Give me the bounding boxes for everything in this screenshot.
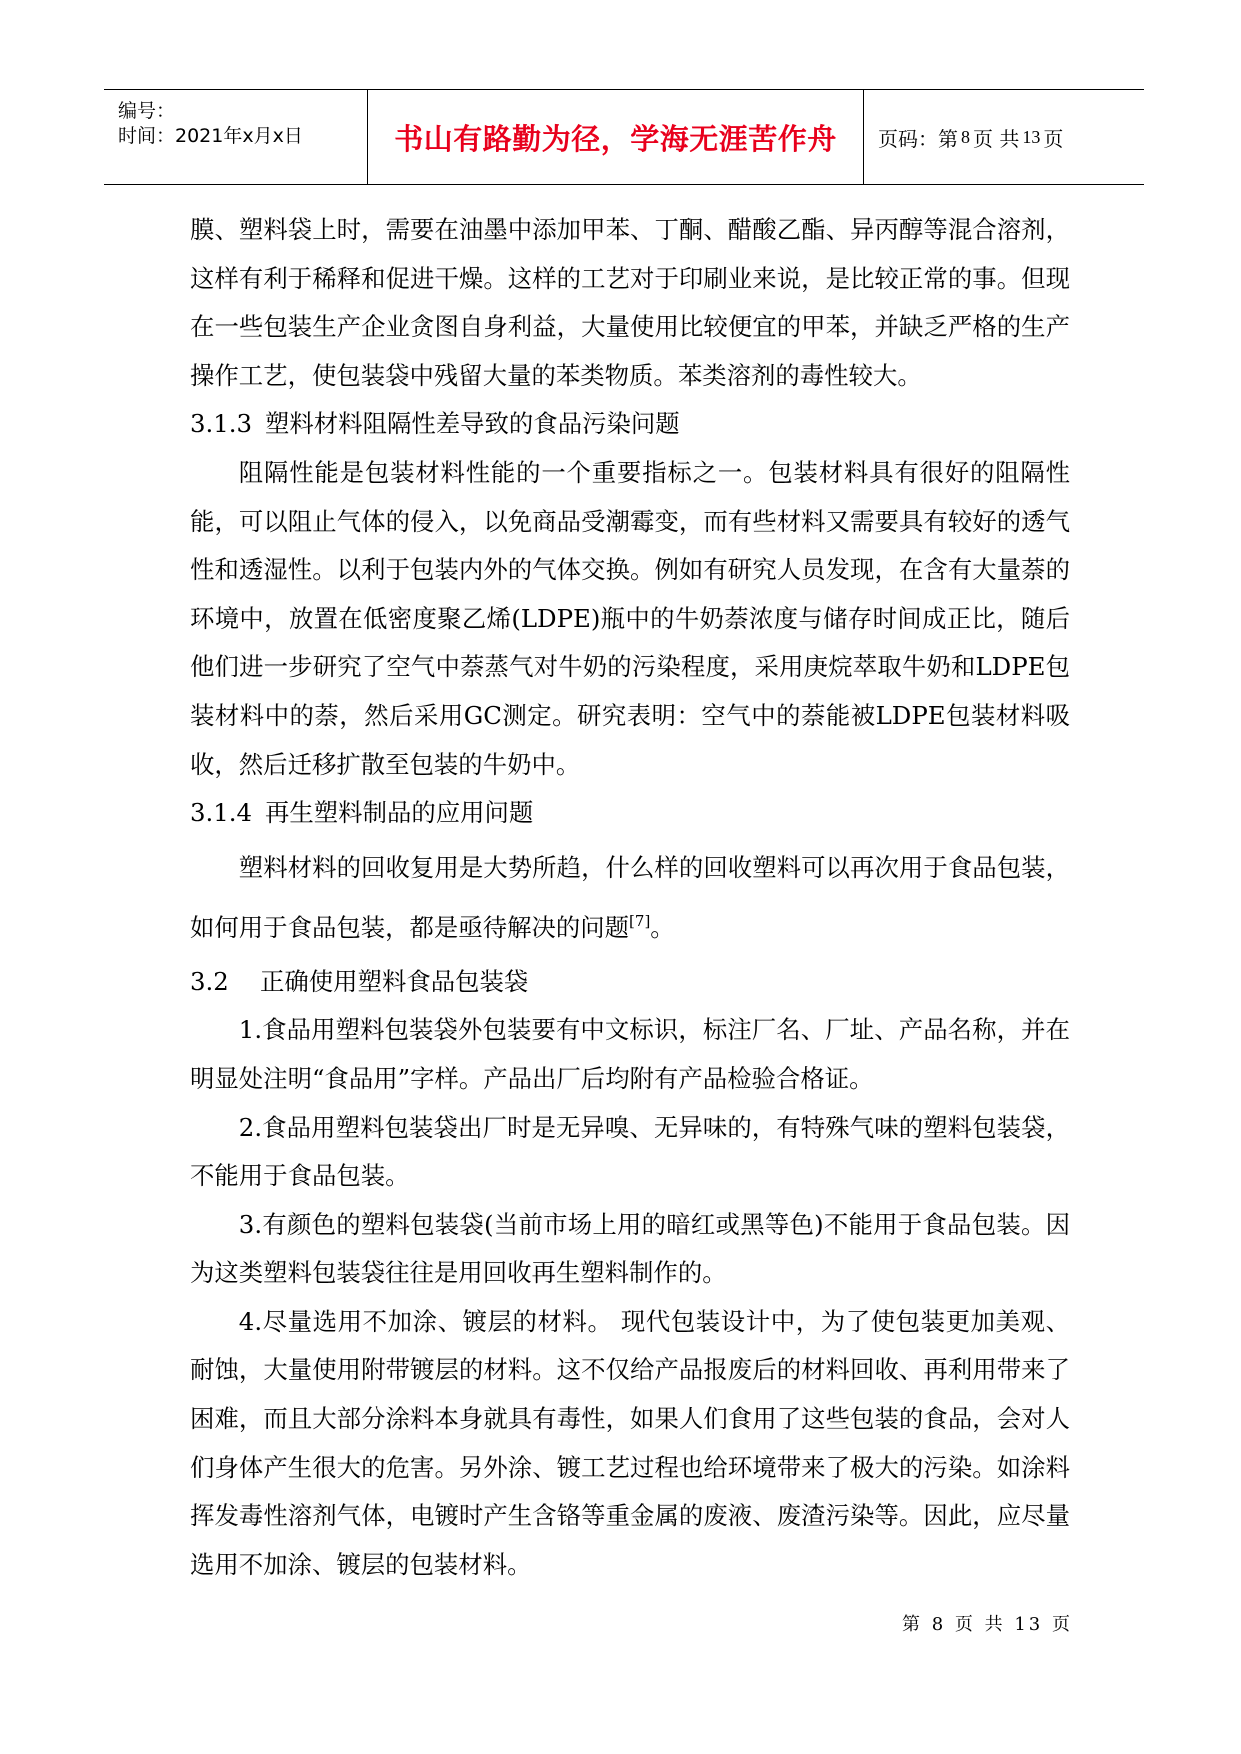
section-title: 正确使用塑料食品包装袋 bbox=[260, 966, 529, 996]
document-time-label: 时间：2021年x月x日 bbox=[118, 125, 303, 147]
section-number: 3.1.4 bbox=[190, 798, 253, 828]
list-item-3: 3.有颜色的塑料包装袋(当前市场上用的暗红或黑等色)不能用于食品包装。因为这类塑料包装袋往往是用回收再生塑料制作的。 bbox=[190, 1209, 1070, 1288]
paragraph-text: 塑料材料的回收复用是大势所趋，什么样的回收塑料可以再次用于食品包装，如何用于食品包装，都是亟待解决的问题 bbox=[190, 852, 1070, 942]
section-number: 3.2 bbox=[190, 966, 229, 996]
section-title: 再生塑料制品的应用问题 bbox=[265, 798, 534, 828]
page-current: 8 bbox=[961, 126, 970, 147]
citation-reference: [7] bbox=[629, 911, 651, 930]
list-item-2: 2.食品用塑料包装袋出厂时是无异嗅、无异味的，有特殊气味的塑料包装袋，不能用于食品包装。 bbox=[190, 1112, 1070, 1191]
header-info-cell bbox=[104, 90, 368, 184]
document-body bbox=[190, 206, 1070, 1589]
header-motto-cell bbox=[368, 90, 864, 184]
document-number-label: 编号： bbox=[118, 100, 176, 122]
header-page-cell bbox=[864, 90, 1144, 184]
section-heading-3-1-4 bbox=[190, 789, 1070, 838]
section-number: 3.1.3 bbox=[190, 409, 253, 439]
page-footer: 第 8 页 共 13 页 bbox=[902, 1614, 1073, 1635]
header-motto: 书山有路勤为径，学海无涯苦作舟 bbox=[394, 121, 837, 156]
paragraph-solvent: 膜、塑料袋上时，需要在油墨中添加甲苯、丁酮、醋酸乙酯、异丙醇等混合溶剂，这样有利于稀释和促进干燥。这样的工艺对于印刷业来说，是比较正常的事。但现在一些包装生产企业贪图自身利益，大量使用比较便宜的甲苯，并缺乏严格的生产操作工艺，使包装袋中残留大量的苯类物质。苯类溶剂的毒性较大。 bbox=[190, 215, 1070, 390]
section-heading-3-1-3 bbox=[190, 400, 1070, 449]
list-item-1: 1.食品用塑料包装袋外包装要有中文标识，标注厂名、厂址、产品名称，并在明显处注明“食品用”字样。产品出厂后均附有产品检验合格证。 bbox=[190, 1015, 1070, 1093]
page-mid: 页 共 bbox=[973, 126, 1020, 151]
paragraph-end: 。 bbox=[650, 912, 675, 942]
paragraph-recycling bbox=[190, 838, 1070, 958]
section-heading-3-2 bbox=[190, 958, 1070, 1007]
page-prefix: 页码：第 bbox=[878, 126, 958, 151]
page-header bbox=[104, 89, 1144, 185]
paragraph-barrier: 阻隔性能是包装材料性能的一个重要指标之一。包装材料具有很好的阻隔性能，可以阻止气体的侵入，以免商品受潮霉变，而有些材料又需要具有较好的透气性和透湿性。以利于包装内外的气体交换。例如有研究人员发现，在含有大量萘的环境中，放置在低密度聚乙烯(LDPE)瓶中的牛奶萘浓度与储存时间成正比，随后他们进一步研究了空气中萘蒸气对牛奶的污染程度，采用庚烷萃取牛奶和LDPE包装材料中的萘，然后采用GC测定。研究表明：空气中的萘能被LDPE包装材料吸收，然后迁移扩散至包装的牛奶中。 bbox=[190, 457, 1070, 779]
page-suffix: 页 bbox=[1043, 126, 1064, 151]
page-total: 13 bbox=[1022, 126, 1041, 147]
list-item-4: 4.尽量选用不加涂、镀层的材料。 现代包装设计中，为了使包装更加美观、耐蚀，大量使用附带镀层的材料。这不仅给产品报废后的材料回收、再利用带来了困难，而且大部分涂料本身就具有毒性，如果人们食用了这些包装的食品，会对人们身体产生很大的危害。另外涂、镀工艺过程也给环境带来了极大的污染。如涂料挥发毒性溶剂气体，电镀时产生含铬等重金属的废液、废渣污染等。因此，应尽量选用不加涂、镀层的包装材料。 bbox=[190, 1306, 1070, 1579]
section-title: 塑料材料阻隔性差导致的食品污染问题 bbox=[265, 409, 680, 439]
